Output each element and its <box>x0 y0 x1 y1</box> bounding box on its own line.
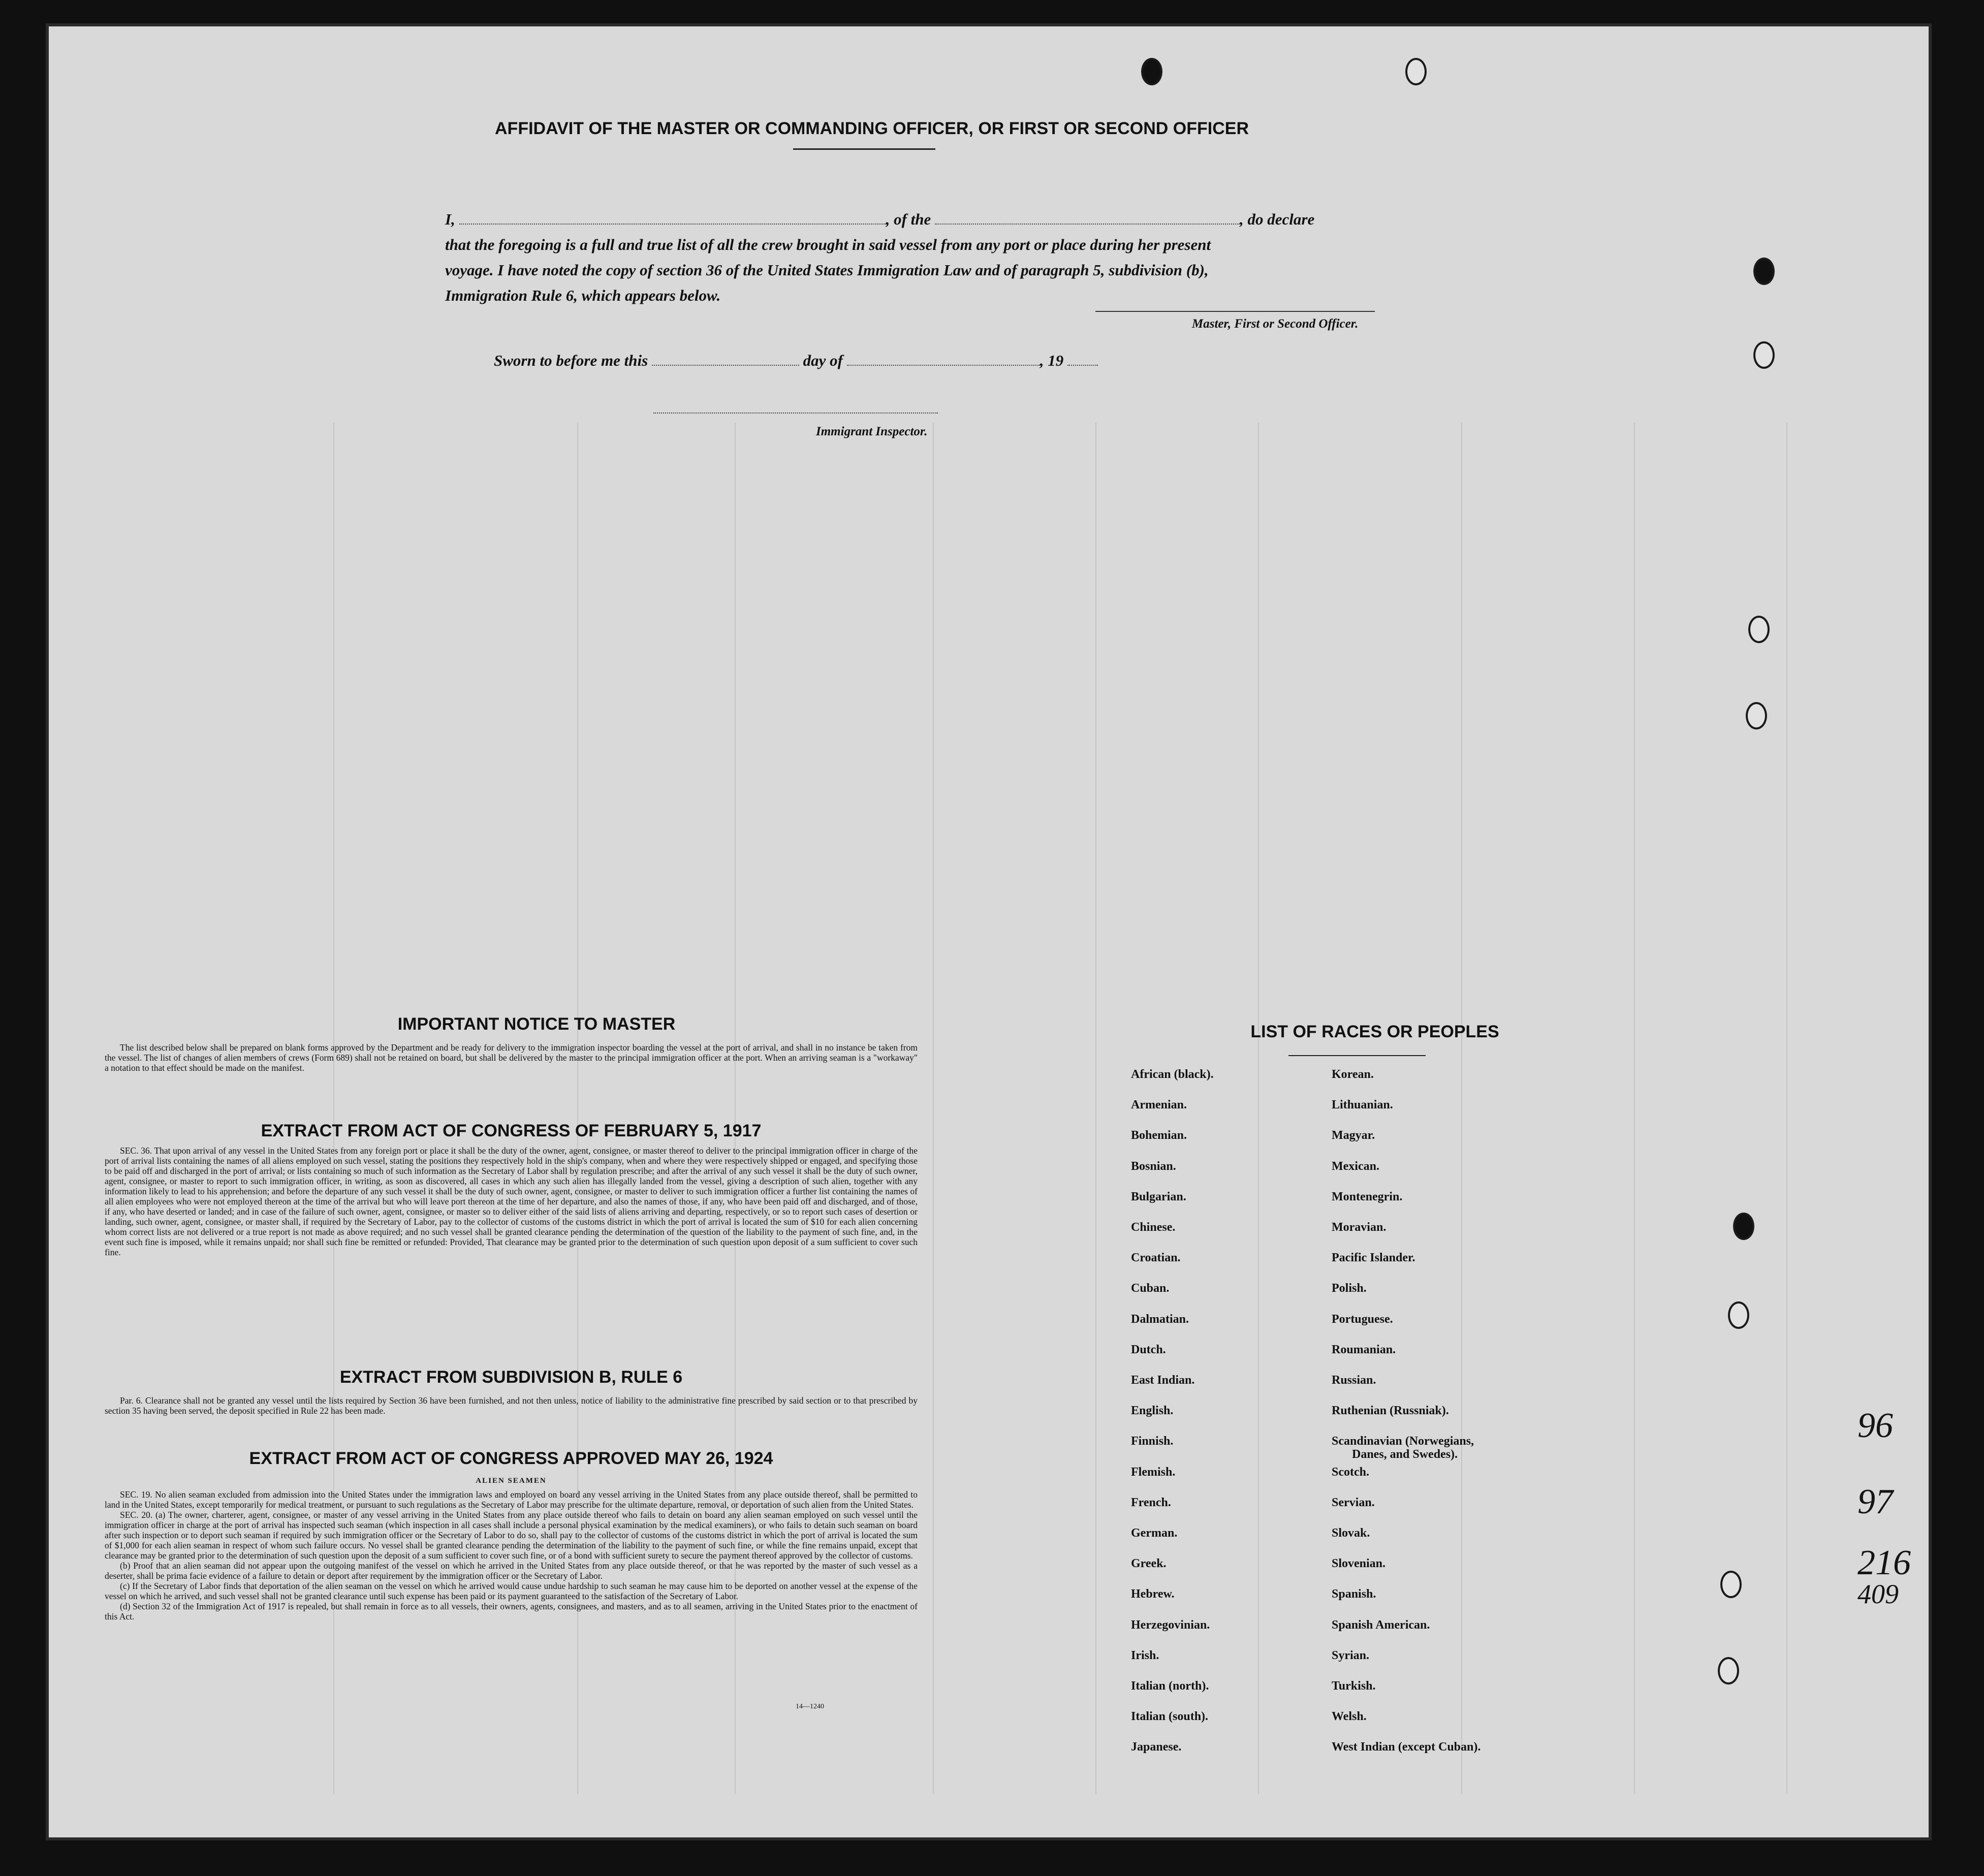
rule6-title: EXTRACT FROM SUBDIVISION B, RULE 6 <box>339 1368 683 1387</box>
extract-1917-text: SEC. 36. That upon arrival of any vessel in the United States from any foreign port or place it shall be the duty of the owner, agent, consignee, or master thereof to deliver to the principal immigration officer in charge of the port of arrival lists containing the names of all aliens employed on such vessel, stating the positions they respectively hold in the ship's company, when and where they were respectively shipped or engaged, and specifying those to be paid off and discharged in the port of arrival; or lists containing so much of such information as the Secretary of Labor shall by regulation prescribe; and after the arrival of any such vessel it shall be the duty of such owner, agent, consignee, or master to report to such immigration officer, in writing, as soon as discovered, all cases in which any such alien has illegally landed from the vessel, giving a description of such alien, together with any information likely to lead to his apprehension; and before the departure of any such vessel it shall be the duty of such owner, agent, consignee, or master to deliver to such immigration officer a further list containing the names of all alien employees who were not employed thereon at the time of the arrival but who will leave port thereon at the time of her departure, and also the names of those, if any, who have been paid off and discharged, and of those, if any, who have deserted or landed; and in case of the failure of such owner, agent, consignee, or master so to deliver either of the said lists of aliens arriving and departing, respectively, or so to report such cases of desertion or landing, such owner, agent, consignee, or master shall, if required by the Secretary of Labor, pay to the collector of customs of the customs district in which the port of arrival is located the sum of $10 for each alien concerning whom correct lists are not delivered or a true report is not made as above required; and no such vessel shall be granted clearance pending the determination of the question of the liability to the payment of such fine, and, in the event such fine is imposed, while it remains unpaid; nor shall such fine be remitted or refunded: Provided, That clearance may be granted prior to the determination of such question upon deposit of a sum sufficient to cover such fine. <box>105 1146 918 1257</box>
affidavit-i: I, <box>445 210 455 228</box>
race-item: Portuguese. <box>1332 1312 1393 1326</box>
race-item: Roumanian. <box>1332 1343 1396 1356</box>
race-item: Montenegrin. <box>1332 1190 1403 1203</box>
race-item: Slovenian. <box>1332 1557 1386 1571</box>
race-item: Dalmatian. <box>1131 1312 1189 1326</box>
race-item: Pacific Islander. <box>1332 1251 1415 1265</box>
master-signature-line[interactable] <box>1095 311 1375 312</box>
race-item: Magyar. <box>1332 1129 1375 1142</box>
manifest-page <box>49 26 1929 1837</box>
sworn-year: , 19 <box>1040 352 1064 369</box>
master-label: Master, First or Second Officer. <box>1192 317 1359 331</box>
race-item: East Indian. <box>1131 1374 1195 1387</box>
race-item: African (black). <box>1131 1068 1214 1081</box>
affidavit-title: AFFIDAVIT OF THE MASTER OR COMMANDING OFFICER, OR FIRST OR SECOND OFFICER <box>495 119 1249 138</box>
alien-seamen-subtitle: ALIEN SEAMEN <box>476 1477 547 1485</box>
affidavit-do-declare: , do declare <box>1240 210 1315 228</box>
race-item: Flemish. <box>1131 1465 1176 1479</box>
punch-hole <box>1748 616 1770 643</box>
race-item: Herzegovinian. <box>1131 1618 1210 1632</box>
name-field[interactable] <box>459 210 886 225</box>
punch-hole <box>1141 58 1162 85</box>
affidavit-line-3: voyage. I have noted the copy of section 36 of the United States Immigration Law and of paragraph 5, subdivision (b), <box>445 261 1209 279</box>
affidavit-line-1 <box>445 207 1426 232</box>
race-item: Cuban. <box>1131 1282 1170 1295</box>
race-item: Irish. <box>1131 1648 1159 1662</box>
sworn-start: Sworn to before me this <box>494 352 648 369</box>
race-item: West Indian (except Cuban). <box>1332 1740 1481 1754</box>
race-item: Japanese. <box>1131 1740 1182 1754</box>
notice-title: IMPORTANT NOTICE TO MASTER <box>397 1014 676 1034</box>
race-item: Spanish American. <box>1332 1618 1430 1632</box>
race-item: Dutch. <box>1131 1343 1166 1356</box>
race-item: Scandinavian (Norwegians, <box>1332 1435 1474 1448</box>
race-item: Lithuanian. <box>1332 1098 1393 1112</box>
punch-hole <box>1405 58 1427 85</box>
punch-hole <box>1718 1657 1739 1684</box>
inspector-signature-line[interactable] <box>653 412 938 415</box>
race-item: Mexican. <box>1332 1159 1379 1173</box>
affidavit-line-2: that the foregoing is a full and true list of all the crew brought in said vessel from any port or place during her present <box>445 236 1211 253</box>
race-item: Bosnian. <box>1131 1159 1176 1173</box>
punch-hole <box>1753 341 1775 369</box>
race-item: Spanish. <box>1332 1587 1376 1601</box>
punch-hole <box>1728 1301 1749 1329</box>
race-item: German. <box>1131 1527 1178 1540</box>
title-rule <box>793 148 935 150</box>
race-item: Polish. <box>1332 1282 1367 1295</box>
races-title: LIST OF RACES OR PEOPLES <box>1250 1022 1499 1041</box>
race-item: Bulgarian. <box>1131 1190 1186 1203</box>
race-item: Turkish. <box>1332 1679 1376 1693</box>
race-item: Armenian. <box>1131 1098 1187 1112</box>
races-rule <box>1288 1055 1426 1056</box>
inspector-label: Immigrant Inspector. <box>816 425 928 438</box>
sec-19: SEC. 19. No alien seaman excluded from admission into the United States under the immigration laws and employed on board any vessel arriving in the United States from any place outside thereof, shall be permitted to land in the United States, except temporarily for medical treatment, or pursuant to such regulations as the Secretary of Labor may prescribe for the ultimate departure, removal, or deportation of such alien from the United States. <box>105 1489 918 1510</box>
punch-hole <box>1753 258 1775 285</box>
race-item: Scotch. <box>1332 1465 1369 1479</box>
race-item: Hebrew. <box>1131 1587 1175 1601</box>
race-item: Bohemian. <box>1131 1129 1187 1142</box>
affidavit-line-4: Immigration Rule 6, which appears below. <box>445 287 721 304</box>
margin-number: 97 <box>1857 1482 1893 1521</box>
sworn-month-field[interactable] <box>847 352 1040 366</box>
sworn-line <box>494 352 1098 370</box>
race-item: Chinese. <box>1131 1221 1176 1234</box>
punch-hole <box>1720 1571 1742 1598</box>
punch-hole <box>1733 1213 1754 1240</box>
extract-1924-body <box>105 1489 918 1621</box>
sec-20b: (b) Proof that an alien seaman did not appear upon the outgoing manifest of the vessel on which he arrived in the United States from any place outside thereof, or that he was reported by the master of such vessel as a deserter, shall be prima facie evidence of a failure to detain or deport after requirement by the immigration officer or the Secretary of Labor. <box>105 1561 918 1581</box>
race-item: Greek. <box>1131 1557 1167 1571</box>
affidavit-text <box>445 207 1426 308</box>
form-number: 14—1240 <box>796 1703 824 1710</box>
affidavit-of-the: , of the <box>886 210 931 228</box>
race-item: Italian (north). <box>1131 1679 1209 1693</box>
race-item: English. <box>1131 1404 1174 1418</box>
race-item: Syrian. <box>1332 1648 1370 1662</box>
race-item: Italian (south). <box>1131 1710 1209 1724</box>
race-item: Finnish. <box>1131 1435 1174 1448</box>
margin-number: 409 <box>1857 1579 1899 1609</box>
race-item: Servian. <box>1332 1496 1375 1509</box>
margin-number: 96 <box>1857 1406 1893 1445</box>
race-item: Welsh. <box>1332 1710 1367 1724</box>
rule6-text: Par. 6. Clearance shall not be granted any vessel until the lists required by Section 36 have been furnished, and not then unless, notice of liability to the administrative fine prescribed by said section or to that prescribed by section 35 having been served, the deposit specified in Rule 22 has been made. <box>105 1395 918 1416</box>
race-item: Slovak. <box>1332 1527 1370 1540</box>
race-item: French. <box>1131 1496 1171 1509</box>
vessel-field[interactable] <box>935 210 1240 225</box>
margin-number: 216 <box>1857 1543 1911 1582</box>
punch-hole <box>1746 702 1767 729</box>
extract-1917-title: EXTRACT FROM ACT OF CONGRESS OF FEBRUARY 5, 1917 <box>261 1121 762 1140</box>
sworn-day-of: day of <box>803 352 843 369</box>
sworn-day-field[interactable] <box>652 352 799 366</box>
race-item: Russian. <box>1332 1374 1376 1387</box>
race-item: Ruthenian (Russniak). <box>1332 1404 1449 1418</box>
sec-20d: (d) Section 32 of the Immigration Act of 1917 is repealed, but shall remain in force as to all vessels, their owners, agents, consignees, and masters, and as to all seamen, arriving in the United States prior to the enactment of this Act. <box>105 1601 918 1621</box>
race-item-continuation: Danes, and Swedes). <box>1352 1448 1458 1461</box>
race-item: Korean. <box>1332 1068 1374 1081</box>
sec-20c: (c) If the Secretary of Labor finds that deportation of the alien seaman on the vessel on which he arrived would cause undue hardship to such seaman he may cause him to be deported on another vessel at the expense of the vessel on which he arrived, and such vessel shall not be granted clearance until such expense has been paid or its payment guaranteed to the satisfaction of the Secretary of Labor. <box>105 1581 918 1601</box>
race-item: Croatian. <box>1131 1251 1181 1265</box>
extract-1924-title: EXTRACT FROM ACT OF CONGRESS APPROVED MAY 26, 1924 <box>249 1449 773 1468</box>
sec-20a: SEC. 20. (a) The owner, charterer, agent, consignee, or master of any vessel arriving in the United States from any place outside thereof who fails to detain on board any alien seaman employed on such vessel until the immigration officer in charge at the port of arrival has inspected such seaman (which inspection in all cases shall include a personal physical examination by the medical examiners), or who fails to detain such seaman on board after such inspection or to deport such seaman if required by such immigration officer or the Secretary of Labor to do so, shall pay to the collector of customs of the customs district in which the port of arrival is located the sum of $1,000 for each alien seaman in respect of whom such failure occurs. No vessel shall be granted clearance pending the determination of the liability to the payment of such fine, or while the fine remains unpaid, except that clearance may be granted prior to the determination of such question upon the deposit of a sum sufficient to cover such fine, or of a bond with sufficient surety to secure the payment thereof approved by the collector of customs. <box>105 1510 918 1561</box>
notice-text: The list described below shall be prepared on blank forms approved by the Department and be ready for delivery to the immigration inspector boarding the vessel at the port of arrival, and shall in no instance be taken from the vessel. The list of changes of alien members of crews (Form 689) shall not be retained on board, but shall be delivered by the master to the principal immigration officer at the port. When an arriving seaman is a "workaway" a notation to that effect should be made on the manifest. <box>105 1042 918 1073</box>
sworn-year-field[interactable] <box>1067 352 1098 366</box>
race-item: Moravian. <box>1332 1221 1387 1234</box>
